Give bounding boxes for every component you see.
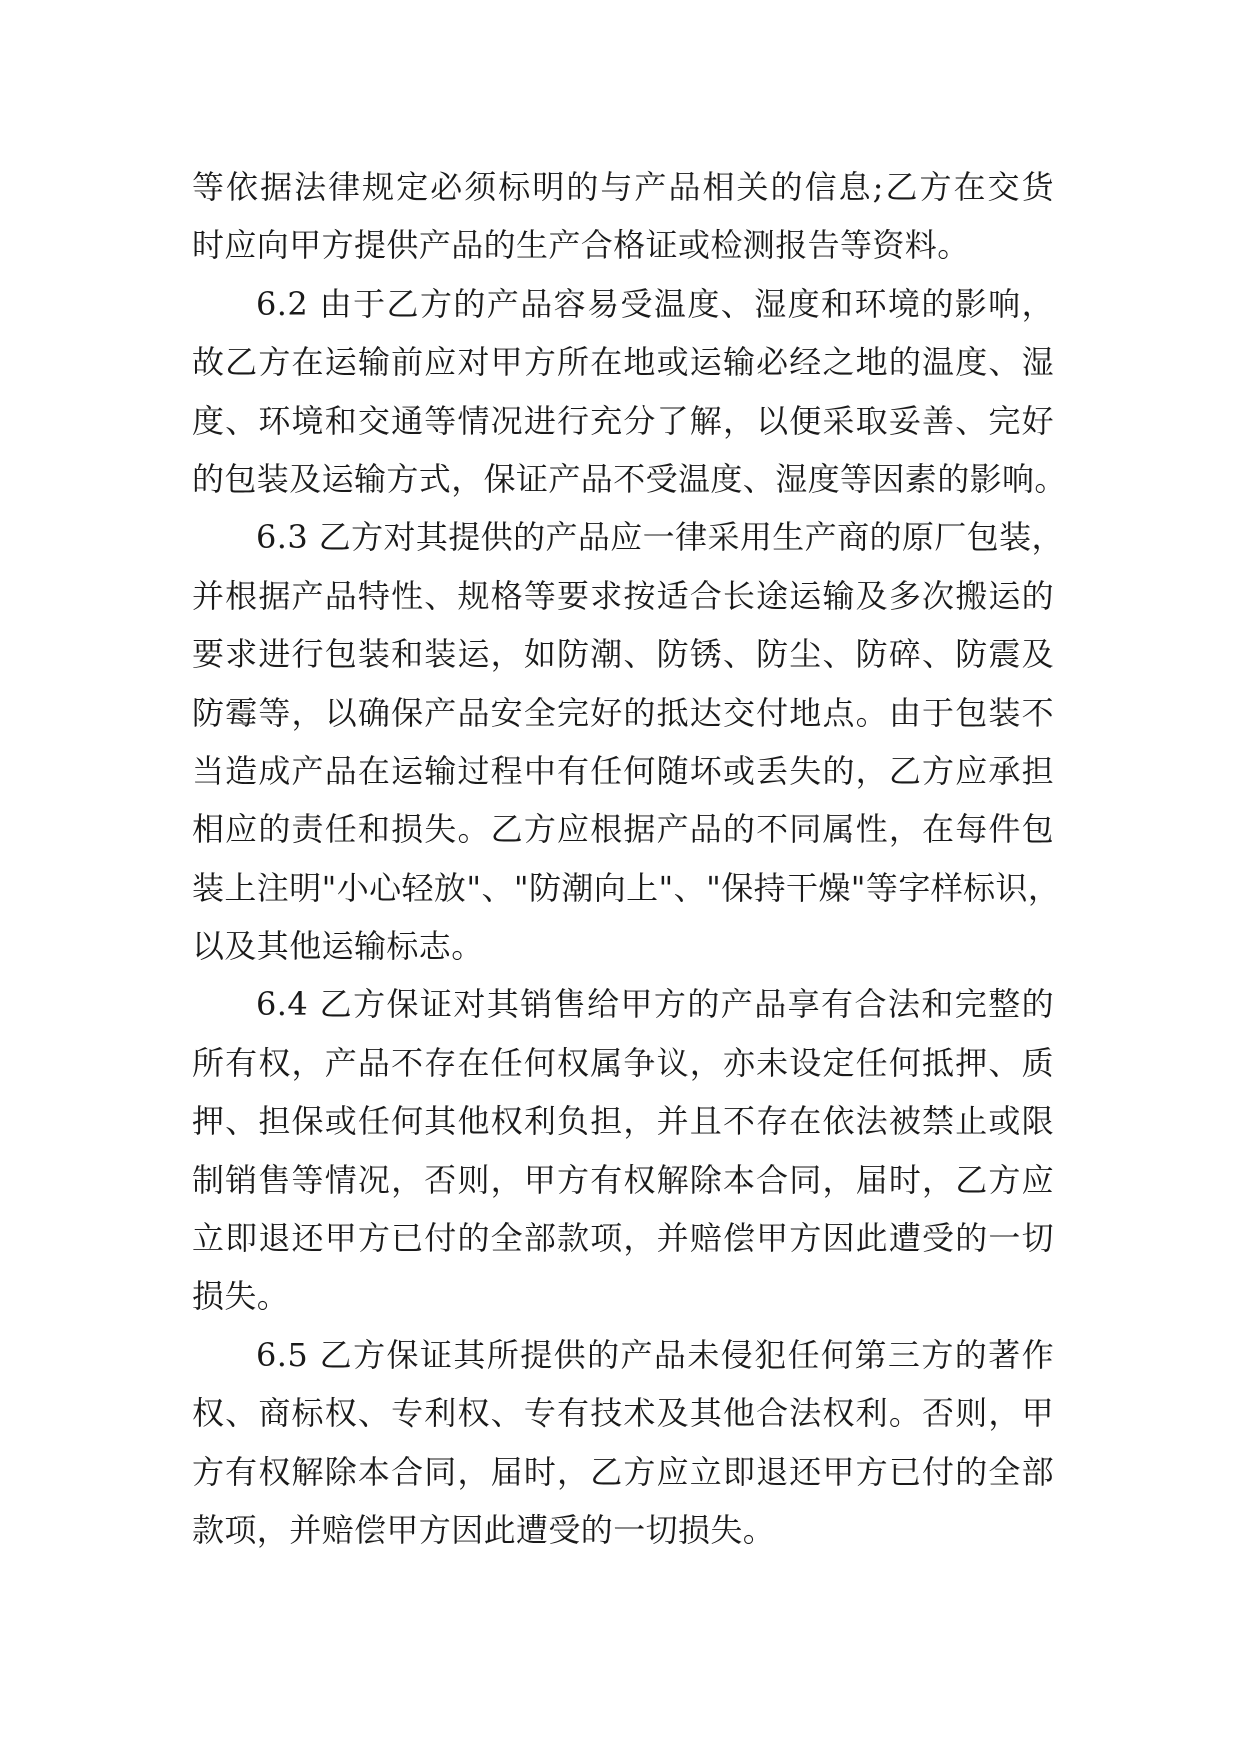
- text-line: 的包装及运输方式，保证产品不受温度、湿度等因素的影响。: [192, 459, 1067, 498]
- text-line: 并根据产品特性、规格等要求按适合长途运输及多次搬运的: [192, 576, 1054, 615]
- text-line: 款项，并赔偿甲方因此遭受的一切损失。: [192, 1510, 776, 1549]
- text-line: 等依据法律规定必须标明的与产品相关的信息;乙方在交货: [192, 168, 1054, 206]
- text-line: 要求进行包装和装运，如防潮、防锈、防尘、防碎、防震及: [192, 635, 1054, 674]
- text-line: 以及其他运输标志。: [192, 927, 484, 966]
- text-line: 当造成产品在运输过程中有任何随坏或丢失的，乙方应承担: [192, 751, 1054, 790]
- text-line: 损失。: [192, 1277, 290, 1316]
- clause-6-4-first-line: 6.4 乙方保证对其销售给甲方的产品享有合法和完整的: [256, 985, 1054, 1024]
- text-line: 所有权，产品不存在任何权属争议，亦未设定任何抵押、质: [192, 1043, 1054, 1082]
- clause-6-2-first-line: 6.2 由于乙方的产品容易受温度、湿度和环境的影响，: [256, 284, 1054, 323]
- text-line: 方有权解除本合同，届时，乙方应立即退还甲方已付的全部: [192, 1452, 1054, 1491]
- text-line: 立即退还甲方已付的全部款项，并赔偿甲方因此遭受的一切: [192, 1219, 1054, 1258]
- text-line: 防霉等，以确保产品安全完好的抵达交付地点。由于包装不: [192, 693, 1054, 732]
- text-line: 权、商标权、专利权、专有技术及其他合法权利。否则，甲: [192, 1394, 1054, 1433]
- contract-body-text: [192, 158, 1067, 1559]
- text-line: 时应向甲方提供产品的生产合格证或检测报告等资料。: [192, 226, 970, 265]
- text-line: 度、环境和交通等情况进行充分了解，以便采取妥善、完好: [192, 401, 1054, 440]
- text-line: 故乙方在运输前应对甲方所在地或运输必经之地的温度、湿: [192, 343, 1054, 382]
- clause-6-3-first-line: 6.3 乙方对其提供的产品应一律采用生产商的原厂包装，: [256, 518, 1064, 557]
- text-line: 相应的责任和损失。乙方应根据产品的不同属性，在每件包: [192, 810, 1054, 849]
- text-line: 装上注明"小心轻放"、"防潮向上"、"保持干燥"等字样标识，: [192, 868, 1061, 907]
- clause-6-5-first-line: 6.5 乙方保证其所提供的产品未侵犯任何第三方的著作: [256, 1335, 1054, 1374]
- text-line: 押、担保或任何其他权利负担，并且不存在依法被禁止或限: [192, 1102, 1054, 1141]
- text-line: 制销售等情况，否则，甲方有权解除本合同，届时，乙方应: [192, 1160, 1054, 1199]
